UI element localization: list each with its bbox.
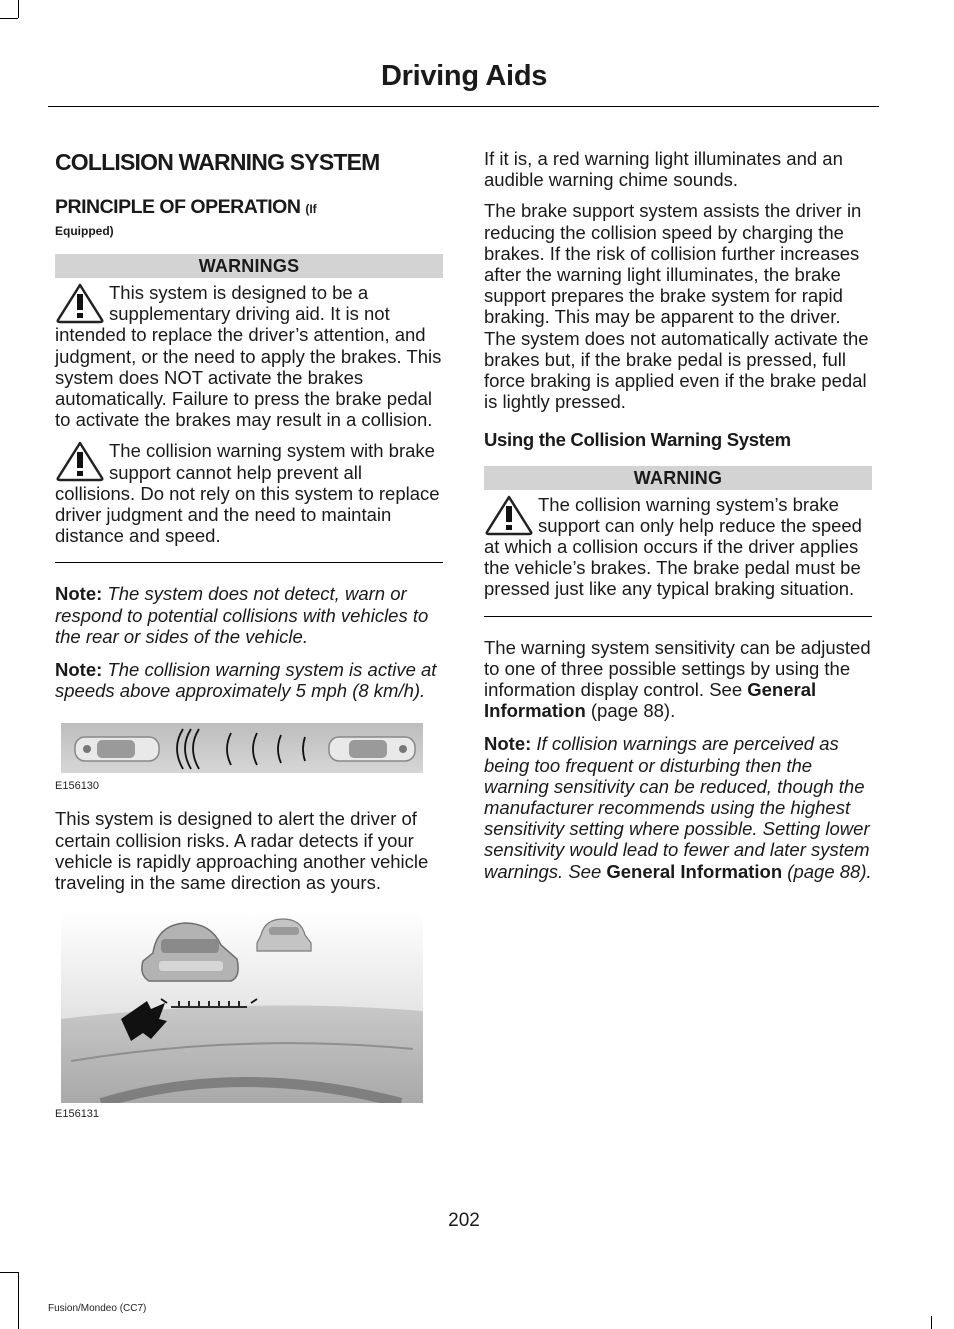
warning-triangle-icon <box>55 282 105 324</box>
crop-mark <box>18 1272 19 1329</box>
car-right-icon <box>329 737 415 761</box>
body-paragraph: If it is, a red warning light illuminates and an audible warning chime sounds. <box>484 148 843 191</box>
warning-header: WARNING <box>484 466 872 490</box>
body-paragraph <box>484 637 872 722</box>
car-left-icon <box>75 737 159 761</box>
body-paragraph: This system is designed to alert the driver of certain collision risks. A radar detects if your vehicle is rapidly approaching another vehicle traveling in the same direction as yours. <box>55 808 429 894</box>
crop-mark <box>0 18 18 19</box>
note-label: Note: <box>55 659 103 681</box>
note-paragraph <box>55 583 443 647</box>
subsection-suffix: (If <box>305 202 317 216</box>
right-column <box>484 148 872 882</box>
page-title: Driving Aids <box>380 60 548 92</box>
figure-dashboard-warning <box>55 911 443 1120</box>
subsection-title-text: PRINCIPLE OF OPERATION <box>55 196 301 218</box>
warning-item <box>55 440 443 546</box>
footer-doc-id: Fusion/Mondeo (CC7) <box>48 1303 147 1314</box>
left-column <box>55 148 443 1120</box>
warning-text: The collision warning system with brake support cannot help prevent all collisions. Do not rely on this system to replace driver judgment and the need to maintain distance and speed. <box>55 440 440 547</box>
warning-end-divider <box>484 616 872 617</box>
body-paragraph: The brake support system assists the driver in reducing the collision speed by charging the brakes. If the risk of collision further increases after the warning light illuminates, the brake support prepares the brake system for rapid braking. This may be apparent to the driver. The system does not automatically activate the brakes but, if the brake pedal is pressed, full force braking is applied even if the brake pedal is lightly pressed. <box>484 200 869 413</box>
note-text: The system does not detect, warn or respond to potential collisions with vehicles to the rear or sides of the vehicle. <box>55 583 429 647</box>
page-reference: (page 88). <box>590 700 676 722</box>
subheading: Using the Collision Warning System <box>484 429 791 451</box>
figure-code: E156130 <box>55 780 100 793</box>
figure-code: E156131 <box>55 1108 100 1121</box>
warning-triangle-icon <box>55 440 105 482</box>
page-reference: (page 88). <box>787 860 872 882</box>
cross-reference-link[interactable]: General Information <box>606 860 783 882</box>
section-title: COLLISION WARNING SYSTEM <box>55 149 380 175</box>
body-text: The warning system sensitivity can be adjusted to one of three possible settings by using the information display control. See <box>484 636 871 701</box>
crop-mark <box>18 0 19 18</box>
note-paragraph <box>55 659 443 701</box>
note-paragraph <box>484 733 872 881</box>
note-label: Note: <box>55 583 103 605</box>
warnings-end-divider <box>55 562 443 563</box>
dashboard-illustration <box>61 911 423 1103</box>
warning-text: This system is designed to be a supplementary driving aid. It is not intended to replace the driver’s attention, and judgment, or the need to apply the brakes. This system does NOT activate the brakes automatically. Failure to press the brake pedal to activate the brakes may result in a collision. <box>55 282 442 431</box>
warning-item <box>484 494 872 600</box>
note-text: If collision warnings are perceived as being too frequent or disturbing then the warning sensitivity can be reduced, though the manufacturer recommends using the highest sensitivity setting where possible. Setting lower sensitivity would lead to fewer and later system warnings. See <box>484 733 870 882</box>
title-divider <box>48 106 879 107</box>
cross-reference-link[interactable]: General Information <box>484 679 817 722</box>
crop-mark <box>931 1316 932 1329</box>
warning-text: The collision warning system’s brake support can only help reduce the speed at which a collision occurs if the driver applies the vehicle’s brakes. The brake pedal must be pressed just like any typical braking situation. <box>484 493 862 600</box>
page-number: 202 <box>448 1210 480 1231</box>
warnings-header: WARNINGS <box>55 254 443 278</box>
subsection-title <box>55 196 443 220</box>
note-label: Note: <box>484 733 532 755</box>
subsection-suffix-continued: Equipped) <box>55 224 114 238</box>
crop-mark <box>0 1272 18 1273</box>
note-text: The collision warning system is active at speeds above approximately 5 mph (8 km/h). <box>55 659 437 702</box>
radar-waves-illustration <box>61 723 423 773</box>
figure-radar-waves <box>55 723 443 792</box>
warning-item <box>55 282 443 430</box>
warning-triangle-icon <box>484 494 534 536</box>
